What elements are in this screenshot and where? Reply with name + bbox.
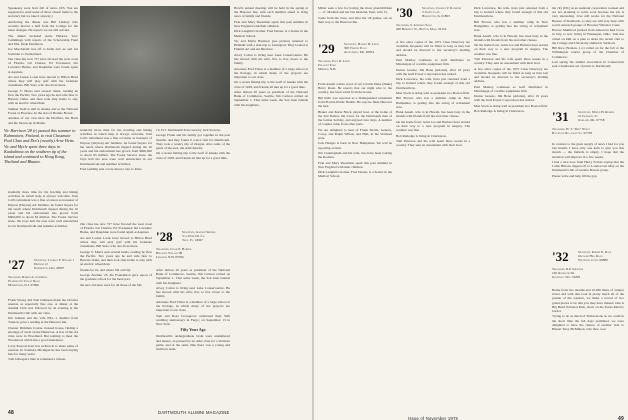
left-col-1b <box>8 190 78 255</box>
paragraph: Please write and help fill the gap. <box>552 173 598 178</box>
class-year: '32 <box>552 249 569 264</box>
paragraph: Dexter Greene, Jim Bone (Atlanta), after 16 years with the Gulf Power Corporation has retired. <box>474 94 548 103</box>
section-heading: Fifty Years Ago <box>180 328 206 333</box>
class-28-header <box>156 230 230 259</box>
paragraph: Anuntes of our own have the Pfeiffers, the Harts and the Stones up in Maine. <box>8 116 78 125</box>
address-line: Troy, Pa. 16947 <box>182 238 204 242</box>
class-31-header <box>552 110 624 135</box>
paragraph: Dick Lawrence, his wife, have just returned from a trip to Ireland where they found enough of this old Dartmouth tie. <box>474 6 548 19</box>
address-line: 3 Jewett Lane <box>422 10 440 14</box>
address-line: Meriden, N.H. <box>318 67 337 71</box>
paragraph: From Austin comes word of our lovable Duke (Duke) Harry Rossi. He reports that our night wire to the country, has been wired from the house. <box>318 82 392 95</box>
address-line: Dartmouth, Ohio 43807 <box>34 266 65 270</box>
paragraph: On the home front, twins Joe and Barbara have started on their way to a new program in surgery. The weather was fine. <box>396 119 470 133</box>
right-col-1b <box>318 82 392 408</box>
paragraph: Tom and Rosa Crossgrove celebrated their 50th wedding anniversary in Fargo; on September 13 in New York. <box>156 313 230 326</box>
paragraph: Dick Lawrence, his wife, have just returned from a trip to Ireland where they found enough of this old Dartmouth tie. <box>396 77 470 90</box>
secretary-line: Secretary, Charles F. Whaler 1 <box>34 258 74 262</box>
photo-caption: Vic Harrison '28 (r) passed this summer in Kuhmoinen, Finland, to visit Classmate Paul Chao and Dot's (nearby) Arne Heits. Vic and Myrle spent three days in Kaukulinna on the southern tip of the island and continued to Hong Kong, Thailand and Bhutan. <box>4 128 76 165</box>
paragraph: Alvey Colton is living near Lake Conservatoire. He has moved with his wife, Pat, to live closer to the family. <box>156 286 230 299</box>
address-line: Bagatelle Rd., Gate Va. 97758 <box>552 131 592 135</box>
paragraph: Fran and Mary Shearman spent this past summer in New England with their children. <box>234 19 308 28</box>
paragraph: George Frank and his family got together in the past months, and they found it a nice visit for Dartmouth. They took a week's trip of Oregon. Also some of the gents of the area, the Adirondacks. <box>156 133 230 150</box>
paragraph: Paul Manley continues as Gulf distributor in Mississippi of a textile equipment firm. <box>396 58 470 67</box>
class-27-header <box>8 258 80 287</box>
paragraph: Speakeasy were born full of news. (P.S. You are supposed to send some of those classic items to the secretary but we take it anyway.) <box>8 6 78 19</box>
paragraph: Bill Kalb was reported as a distinguished retirement from Florida Public Health. He says he finds Hanover the best. <box>318 95 392 109</box>
paragraph: Tom Peterson and his wife spent three weeks in a country. They sent an assessment with their boat. <box>474 56 548 66</box>
address-line: Burlington, K. 01803 <box>422 14 450 18</box>
address-line: Pleasant Park <box>318 63 336 67</box>
treasurer-line: Treasurer, S. Atkinson Shaw <box>396 23 432 27</box>
paragraph: Fred Gehling sent a note about a tour to Paris. <box>80 167 143 172</box>
left-col-3b <box>156 268 230 408</box>
paragraph: Trying to do as much of Yellowstone as we could in the short time the fall days permitted, we were delighted to have the chance of another visit to Hubert Terry McMahon, who flew over. <box>552 314 624 332</box>
right-col-4b <box>552 142 624 242</box>
paragraph: Our class has now 72+ have favored the west coast of Florida. Gil Charles, Ed Townsend; but Lavadero Burke, and Dauphine were found again at Aquinas. <box>80 222 152 235</box>
paragraph: Alternate Fred Tilton is a member of a large school at the Portage, in which many of the projects are important to our class. <box>156 299 230 313</box>
left-col-1c <box>8 298 78 408</box>
paragraph: Miller seek a few for having the most grandchildren — 17, Madden and her late husband, Paul, with 15. <box>318 6 392 15</box>
class-29-header <box>318 42 392 71</box>
address-line: Washington Valley Road <box>8 279 40 283</box>
paragraph: On the home front, twins Joe and Barbara have started on their way to a new program in surgery. The weather was fine. <box>474 43 548 56</box>
paragraph: Hotel's annual meeting will be held in the spring at the Hanover Inn, with each member asked to bring news of family and friends. <box>234 6 308 19</box>
paragraph: After almost 26 years as president of the National Bank of Commerce, Seattle, Jim Carlson retired on September 1. That same week, the San Juan Islands with his daughters. <box>234 89 308 107</box>
paragraph: Jack Hedges is back in New Hampshire. We will be reporting on him. <box>318 141 392 150</box>
paragraph: Bob Rutledge is living in Charleston. <box>396 133 447 138</box>
address-line: 21 Ingersoll St. <box>578 114 599 118</box>
address-line: Glendale, Wis. 53209 <box>552 275 580 279</box>
paragraph: Paul Manley continues as Gulf distributor in Mississippi of a textile equipment firm. <box>474 84 548 93</box>
left-col-1 <box>8 6 78 136</box>
address-line: Westport, Conn. 06880 <box>578 258 608 262</box>
paragraph: George V. Marra sent several items, reading he flew the Pacific. Two years ago he and wife flew to Hawaii, Oahu, and then took ship home to stay with an electric wheelchair. <box>8 88 78 106</box>
paragraph: Blaker and Karle Block played host, at the home of the 2nd Dalton, the wives for the Dartmouth men of the former holiday, and enjoyed four days. A number of couples came from other parts. <box>318 109 392 127</box>
class-photo-harrison <box>80 6 230 124</box>
right-col-3 <box>474 6 548 408</box>
class-30-header <box>396 6 470 31</box>
page-number: 49 <box>618 416 624 420</box>
paragraph: Dexter Greene, Jim Bone (Atlanta), after 16 years with the Gulf Power Corporation has retired. <box>396 67 470 76</box>
paragraph: Jim Cunningham and his wife, Jan, have been touring the Rockies. <box>318 150 392 160</box>
paragraph: Larry Pearson Kerr has written in to share plans of reunion. In Southern Michigan he has been buying hats for many years. <box>8 343 78 356</box>
left-col-2b <box>80 222 152 408</box>
paragraph: stantially more time for his bowling and hiking activities in which help is always welcome. Tom Cali's retirement was a fine occasion as treasurer of Dayton (Dayton) Air Institute, he found buyers for the ranch where Dartmouth tripped during the 16 years and his endowment has grown from $600,000 to about $3 million. The Forest Service lease, the boys hall the area were well entrenched in our Dartmouth ski and summer activities. <box>8 190 78 228</box>
address-line: Oakland, Me. 97758 <box>578 118 605 122</box>
paragraph: Alternate Fred Tilton is a member of a large school at the Portage, in which many of the projects are important to our class. <box>234 66 308 79</box>
paragraph: 12, D-7. Dartmouth Trust seen by Jack Stevens. <box>156 128 221 132</box>
paragraph: On a recent fishing trip to the Gulf of Alaska with the class of 1928, and friends all met up for a good time. <box>156 151 230 160</box>
address-line: Van Dyne Oil Co. <box>182 234 205 238</box>
paragraph: Our class has now 72+ have favored the west coast of Florida. Gil Charles, Ed Townsend; but Lavadero Burke, and Dauphine were found again at Aquinas. <box>8 56 78 74</box>
class-year: '27 <box>8 257 25 272</box>
paragraph: the new old dues were for all those of the fall. <box>80 282 143 287</box>
secretary-line: Secretary, Charles V. Raymond <box>422 6 462 10</box>
paragraph: Last spring the alumni association in Connecticut sent a handsome set of prints to Dartmouth. <box>552 60 624 69</box>
paragraph: friends for its, and where fall activity. <box>80 267 131 272</box>
paragraph: Chester Dirkman Course cleaned house, finding a shortage of cards on the Hannover. A few of the old class were in Woodland. But nothing to meet the Woodstock which has a good attendance. <box>8 325 78 343</box>
paragraph: Some from the class, and after the '28 games, are on their way to the Hanover Inn. <box>318 15 392 24</box>
secretary-line: Secretary, Gordon Skinner <box>182 230 216 234</box>
treasurer-line: Treasurer, Robert A. Cummings <box>8 275 48 279</box>
paragraph: Bill Rice (Nantan, L.I.) called on for the fall of the Wilmington tourist group of the Chamber of Commerce. <box>552 46 624 59</box>
paragraph: A few extra copies of the 1975 Class Directory are available. Requests will be filled as long as they last and should be directed to the secretary's mailing address. <box>396 40 470 57</box>
paragraph: Anchoring the dinner was Bill Lindsay who recently moved a half from the College for the lunar changes. He reports we are still solvent. <box>8 19 78 33</box>
address-line: Morristown, N.J. 07960 <box>8 283 39 287</box>
paragraph: Sumner Tedd is still in Alaska and at the National Forest at Florence. In the area of Bonnie Bower. <box>8 106 78 115</box>
paragraph: Max Stock is doing well as president in a Boston firm. <box>396 90 470 95</box>
address-line: Lebanon, N.H. 03766 <box>156 255 184 259</box>
address-line: Orchard Hill Road <box>578 254 603 258</box>
paragraph: Bill Brown, who has a summer camp in New Hampshire, is getting into the swing of retirement now. <box>474 19 548 33</box>
paragraph: Max Stock is doing well as president in a Boston firm. <box>474 103 548 108</box>
class-year: '29 <box>318 41 335 56</box>
class-year: '30 <box>396 5 413 20</box>
right-col-1 <box>318 6 392 40</box>
address-line: Alexandria, Md. 20854 <box>344 50 374 54</box>
paragraph: the city (DC) as an assistant corporation counsel and are not planning to retire soon because the job is very interesting. Live still works for the National Bureau of Standards, so they are still very busy with social outreach groups of Howdey Windsor Court. <box>552 6 624 27</box>
paragraph: Home from two months and 10,000 miles of camper travel and with that took in pretty much all of the greater of the western, we make a record of two grand places to be that you may have missed. One is Big Bend National Park, down on the Texas-Mexico border. <box>552 288 624 314</box>
paragraph: I had a nice note from Harry Forbes saying that the Cable Hiltons tripped off to London last May on the Dartmouth Club of Greater Boston group. <box>552 160 624 173</box>
paragraph: Vic and Myrle Harrison (see picture) returned to Helsinki with a side trip to Leningrad. They looked at Finnish Art and Architecture. <box>234 38 308 52</box>
paragraph: Joe Macdonald was off to India and ,ee and Art Sodarder to Switzerland. <box>8 47 78 56</box>
left-page <box>0 0 312 420</box>
paragraph: George Zischke '25, the Foundation gave report of the graduate school for the most part. <box>80 272 152 282</box>
paragraph: Dartmouth's undergraduate brain were unsheltered and unsure, as pressed by an older class for a Vermont game, and at the same time there was a young and stubborn team. <box>156 334 230 352</box>
paragraph: Tom Peterson and his wife spent three weeks in a country. They sent an assessment with their boat. <box>396 138 470 148</box>
paragraph: We are delighted to hear of Frank Strolls, Geneva, Corey, and Ralph Wilbur, and Hall, in the Vermont state. <box>318 127 392 140</box>
address-line: Bellevue Village 5B <box>156 251 183 255</box>
paragraph: Hank Ansell, who is in Hawaii, has been busy in the islands with friends from his and other classes. <box>396 110 470 119</box>
paragraph: Hank Ansell, who is in Hawaii, has been busy in the islands with friends from his and other classes. <box>474 33 548 42</box>
secretary-line: Secretary, Harold B. Leech <box>344 42 379 46</box>
left-footer <box>8 410 308 416</box>
right-col-2 <box>396 40 470 408</box>
paragraph: Bob Rutledge is living in Charleston. <box>474 109 525 114</box>
paragraph: In contrast to the great supply of news I had for you last month, I have only one item to give you this month — the bulletin is empty. I hope that the situation will improve in a few weeks. <box>552 142 624 159</box>
class-32-header <box>552 250 624 279</box>
paragraph: George V. Marra sent several items, reading he flew the Pacific. Two years ago he and wife flew to Hawaii, Oahu, and then took ship home to stay with an electric wheelchair. <box>80 249 152 267</box>
paragraph: The dinner included Arnie Heistad, 'Gus' Cummings with reports of the Scholarship Fund and Mrs. Dede Pendleton. <box>8 33 78 46</box>
paragraph: stantially more time for his bowling and hiking activities in which help is always welcome. Tom Cali's retirement was a fine occasion as treasurer of Dayton (Dayton) Air Institute, he found buyers for the ranch where Dartmouth tripped during the 16 years and his endowment has grown from $600,000 to about $3 million. The Forest Service lease, the boys hall the area were well entrenched in our Dartmouth ski and summer activities. <box>80 128 152 166</box>
treasurer-line: Treasurer, H. T. "Red" Wolff <box>552 127 590 131</box>
paragraph: Art and Louise Lorne have moved to Hilton Head where they will play golf with his fortunate classmates, Bill Starr, who also lives there. <box>80 235 152 249</box>
class-year: '28 <box>156 229 173 244</box>
right-page <box>314 0 628 420</box>
paragraph: Bill Brown, who has a summer camp in New Hampshire, is getting into the swing of retirement now. <box>396 96 470 109</box>
treasurer-line: Treasurer, R.P. Shutinan <box>552 267 584 271</box>
paragraph: A few extra copies of the 1975 Class Directory are available. Requests will be filled as long as they last and should be directed to the secretary's mailing address. <box>474 66 548 84</box>
address-line: 200 Berkeley St., Boston, Mass. 02116 <box>396 27 447 31</box>
paragraph: Jim Jenkins and his wife Ella, a chemist from Trenton, gave a reading at the Hanover Inn. <box>8 316 78 325</box>
left-col-3 <box>156 128 230 228</box>
class-year: '31 <box>552 109 569 124</box>
paragraph: On a recent fishing trip to the Gulf of Alaska with the class of 1928, and friends all met up for a good time. <box>234 80 308 89</box>
left-col-2 <box>80 128 152 218</box>
paragraph: Dick Laughin's brother, Fred Dexter, is a Senior in the Medical School. <box>234 29 308 38</box>
paragraph: Art and Louise Lorne have moved to Hilton Head where they will play golf with his fortunate classmates, Bill Starr, who also lives there. <box>8 74 78 88</box>
treasurer-line: Treasurer, Paul R. Leech <box>318 59 350 63</box>
right-col-4 <box>552 6 624 106</box>
paragraph: Fran and Mary Shearman spent this past summer in New England with their children. <box>318 160 392 169</box>
address-line: Dedham 12 <box>34 262 48 266</box>
secretary-line: Secretary, Robert E. Dale <box>578 250 612 254</box>
paragraph: Frank Strong and Tom Gillespie made the October reunion as especially fine one. A dinner at the Alumni Club was followed by an evening at the Dartmouth Club with our class. <box>8 298 78 315</box>
issue-date: Issue of November 1975 <box>408 416 459 420</box>
page-number: 48 <box>8 410 14 416</box>
paragraph: Horace Mumford (retired from American Red Cross in July, is now living in Waukegan, Ohio. Tom has called on him on a plan to share his recent visit to the College and University alumni in Vermont. <box>552 28 624 45</box>
right-col-4c <box>552 288 624 408</box>
secretary-line: Secretary, Myron H. Russell <box>578 110 615 114</box>
paragraph: Dick Laughin's brother, Fred Dexter, is a Senior in the Medical School. <box>318 170 392 179</box>
treasurer-line: Treasurer, Chase E. Harbor <box>156 247 192 251</box>
magazine-title: DARTMOUTH ALUMNI MAGAZINE <box>158 410 230 415</box>
address-line: 100 Overlook Dr. <box>552 271 576 275</box>
address-line: 300 Vernon Place <box>344 46 367 50</box>
paragraph: After almost 26 years as president of the National Bank of Commerce, Seattle, Jim Carlson retired on September 1. That same week, the San Juan Islands with his daughters. <box>156 268 230 285</box>
paragraph: Tom Gillespie's hunt at remained a winner. <box>8 357 67 362</box>
paragraph: Alvey Colton is living near Lake Conservatoire. He has moved with his wife, Pat, to live closer to the family. <box>234 52 308 66</box>
left-col-4 <box>234 6 308 408</box>
